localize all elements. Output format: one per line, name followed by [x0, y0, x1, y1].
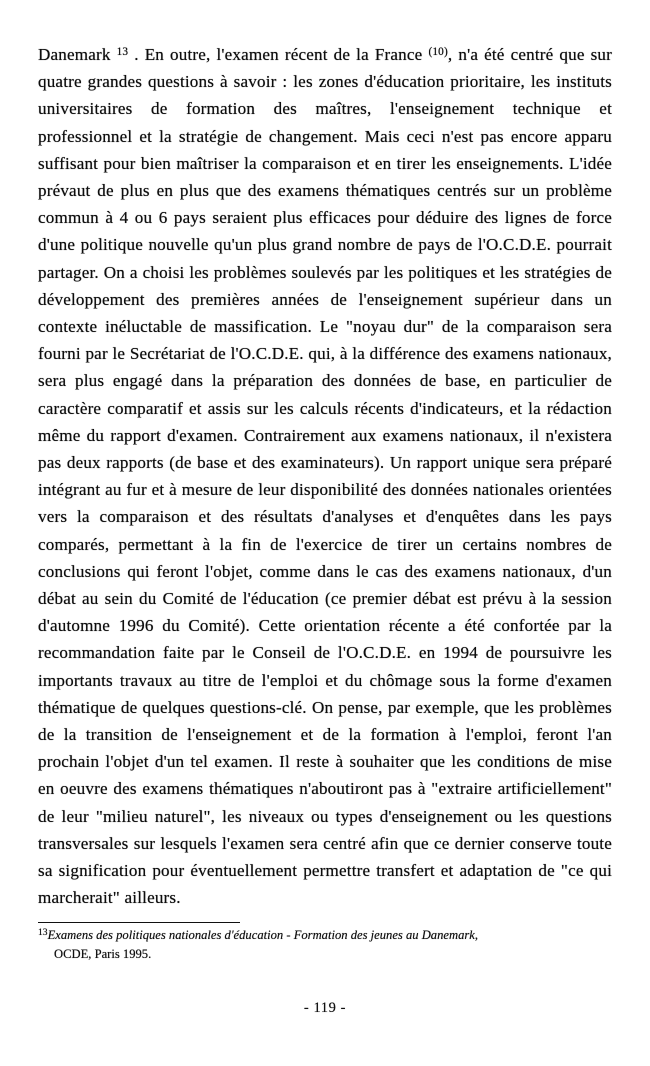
- footnote-separator-rule: [38, 922, 240, 923]
- main-paragraph: Danemark $^{13}$ . En outre, l'examen récent de la France $^{(10)}$, n'a été centré que sur quatre grandes questions à savoir : les zones d'éducation prioritaire, les instituts universitaires de formation des maîtres, l'enseignement technique et professionnel et la stratégie de changement. Mais ceci n'est pas encore apparu suffisant pour bien maîtriser la comparaison et en tirer les enseignements. L'idée prévaut de plus en plus que des examens thématiques centrés sur un problème commun à 4 ou 6 pays seraient plus efficaces pour déduire des lignes de force d'une politique nouvelle qu'un plus grand nombre de pays de l'O.C.D.E. pourrait partager. On a choisi les problèmes soulevés par les politiques et les stratégies de développement des premières années de l'enseignement supérieur dans un contexte inéluctable de massification. Le "noyau dur" de la comparaison sera fourni par le Secrétariat de l'O.C.D.E. qui, à la différence des examens nationaux, sera plus engagé dans la préparation des données de base, en particulier de caractère comparatif et assis sur les calculs récents d'indicateurs, et la rédaction même du rapport d'examen. Contrairement aux examens nationaux, il n'existera pas deux rapports (de base et des examinateurs). Un rapport unique sera préparé intégrant au fur et à mesure de leur disponibilité des données nationales orientées vers la comparaison et des résultats d'analyses et d'enquêtes dans les pays comparés, permettant à la fin de l'exercice de tirer un certains nombres de conclusions qui feront l'objet, comme dans le cas des examens nationaux, d'un débat au sein du Comité de l'éducation (ce premier débat est prévu à la session d'automne 1996 du Comité). Cette orientation récente a été confortée par la recommandation faite par le Conseil de l'O.C.D.E. en 1994 de poursuivre les importants travaux au titre de l'emploi et du chômage sous la forme d'examen thématique de quelques questions-clé. On pense, par exemple, que les problèmes de la transition de l'enseignement et de la formation à l'emploi, feront l'an prochain l'objet d'un tel examen. Il reste à souhaiter que les conditions de mise en oeuvre des examens thématiques n'aboutiront pas à "extraire artificiellement" de leur "milieu naturel", les niveaux ou types d'enseignement ou les questions transversales sur lesquels l'examen sera centré afin que ce dernier conserve toute sa signification pour éventuellement permettre transfert et adaptation de "ce qui marcherait" ailleurs.: [38, 45, 613, 908]
- footnote-reference: 13: [116, 45, 129, 58]
- footnote-tail: ,: [474, 928, 479, 942]
- footnote-marker: 13: [38, 926, 48, 938]
- footnote-second-line: OCDE, Paris 1995.: [54, 947, 152, 961]
- footnote-reference: (10): [428, 45, 448, 58]
- footnote-entry: [38, 926, 612, 964]
- footnote-title: Examens des politiques nationales d'éducation - Formation des jeunes au Danemark: [47, 928, 475, 942]
- footnote-area: [38, 922, 612, 964]
- page-number: - 119 -: [303, 1000, 347, 1016]
- body-text-block: [38, 41, 612, 912]
